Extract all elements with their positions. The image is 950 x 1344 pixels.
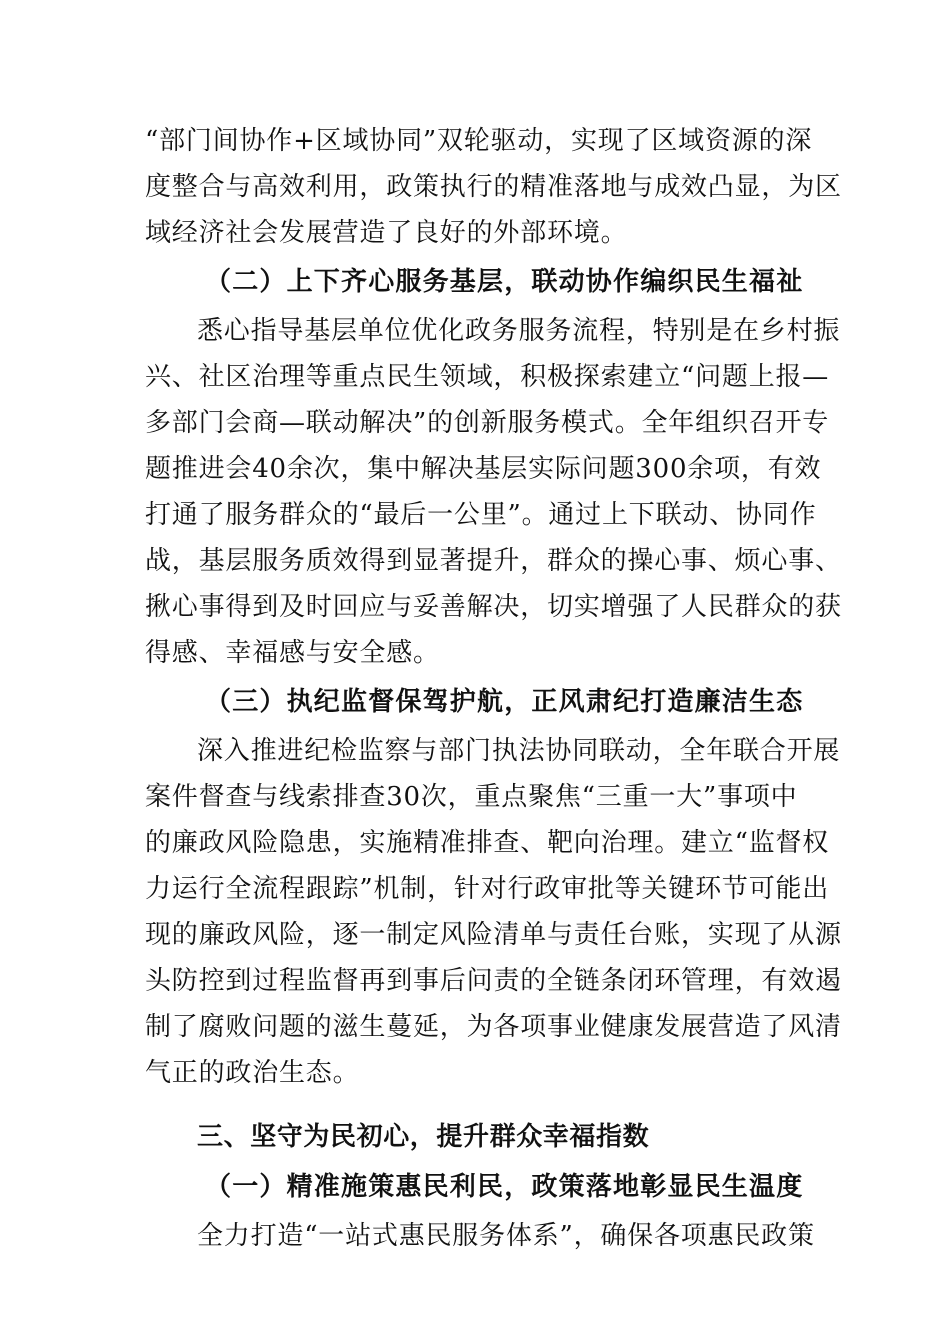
text-line: 深入推进纪检监察与部门执法协同联动，全年联合开展	[197, 736, 841, 766]
text-line: 现的廉政风险，逐一制定风险清单与责任台账，实现了从源	[145, 920, 842, 950]
paragraph-regional-coordination	[145, 118, 842, 256]
text-line: 题推进会40余次，集中解决基层实际问题300余项，有效	[145, 454, 822, 484]
subheading-precise-policies: （一）精准施策惠民利民，政策落地彰显民生温度	[205, 1172, 804, 1202]
text-line: 头防控到过程监督再到事后问责的全链条闭环管理，有效遏	[145, 966, 842, 996]
text-line: 气正的政治生态。	[145, 1058, 360, 1088]
text-line: 制了腐败问题的滋生蔓延，为各项事业健康发展营造了风清	[145, 1012, 842, 1042]
paragraph-one-stop-service	[145, 1213, 815, 1259]
text-line: “部门间协作+区域协同”双轮驱动，实现了区域资源的深	[145, 126, 813, 156]
text-line: 多部门会商—联动解决”的创新服务模式。全年组织召开专	[145, 408, 830, 438]
text-line: 得感、幸福感与安全感。	[145, 638, 440, 668]
text-line: 案件督查与线索排查30次，重点聚焦“三重一大”事项中	[145, 782, 798, 812]
text-line: 度整合与高效利用，政策执行的精准落地与成效凸显，为区	[145, 172, 842, 202]
text-line: 的廉政风险隐患，实施精准排查、靶向治理。建立“监督权	[145, 828, 830, 858]
text-line: 全力打造“一站式惠民服务体系”，确保各项惠民政策	[197, 1221, 815, 1251]
text-line: 域经济社会发展营造了良好的外部环境。	[145, 218, 628, 248]
subheading-discipline-supervision: （三）执纪监督保驾护航，正风肃纪打造廉洁生态	[205, 687, 804, 717]
text-line: 揪心事得到及时回应与妥善解决，切实增强了人民群众的获	[145, 592, 842, 622]
paragraph-discipline-supervision	[145, 728, 842, 1096]
text-line: 兴、社区治理等重点民生领域，积极探索建立“问题上报—	[145, 362, 830, 392]
text-line: 悉心指导基层单位优化政务服务流程，特别是在乡村振	[197, 316, 841, 346]
subheading-grassroots-service: （二）上下齐心服务基层，联动协作编织民生福祉	[205, 267, 804, 297]
text-line: 打通了服务群众的“最后一公里”。通过上下联动、协同作	[145, 500, 817, 530]
paragraph-grassroots-service	[145, 308, 842, 676]
section-heading-people-first: 三、坚守为民初心，提升群众幸福指数	[197, 1122, 650, 1152]
text-line: 力运行全流程跟踪”机制，针对行政审批等关键环节可能出	[145, 874, 830, 904]
text-line: 战，基层服务质效得到显著提升，群众的操心事、烦心事、	[145, 546, 842, 576]
document-page	[145, 118, 842, 1259]
